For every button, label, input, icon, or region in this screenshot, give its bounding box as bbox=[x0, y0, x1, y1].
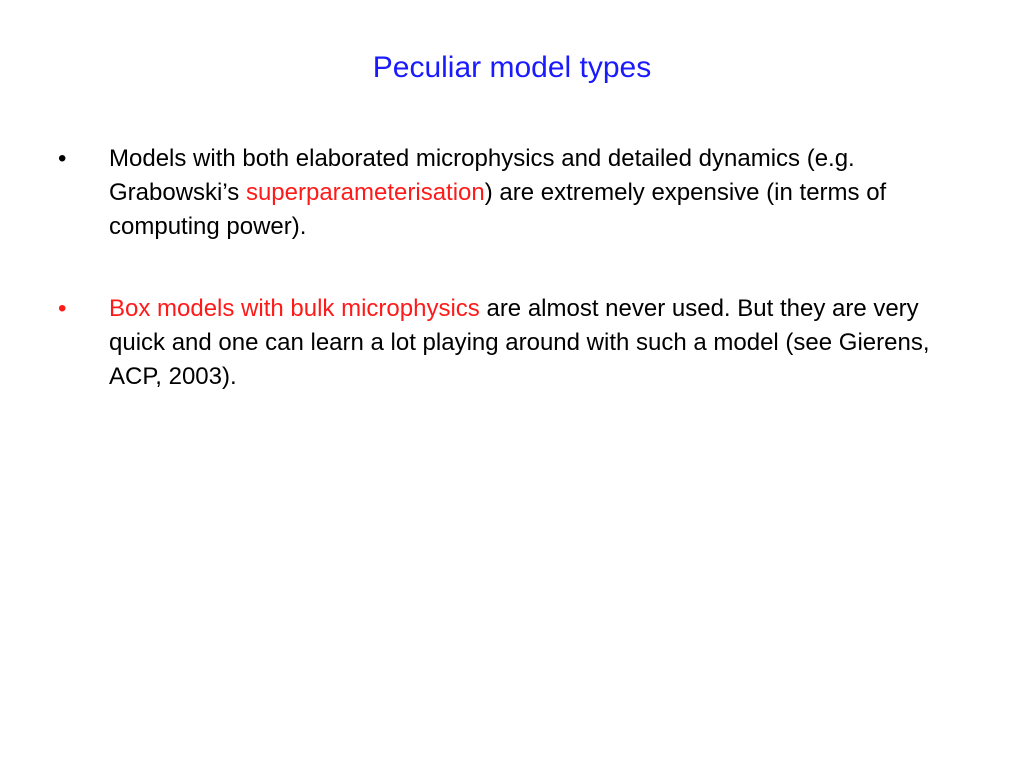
bullet-list bbox=[58, 142, 978, 394]
bullet-marker: • bbox=[58, 295, 67, 322]
bullet-item-box-models bbox=[58, 292, 978, 394]
bullet-text-part: ) are extremely expensive (in terms of computing power). bbox=[109, 179, 887, 240]
bullet-text-part: are almost never used. But they are very quick and one can learn a lot playing around with such a model (see Gierens, ACP, 2003). bbox=[109, 295, 930, 390]
bullet-item-expensive-models bbox=[58, 142, 978, 244]
slide-title: Peculiar model types bbox=[372, 51, 652, 84]
highlighted-term: Box models with bulk microphysics bbox=[109, 295, 480, 322]
bullet-marker: • bbox=[58, 145, 67, 172]
bullet-text-part: Models with both elaborated microphysics and detailed dynamics (e.g. Grabowski’s bbox=[109, 145, 855, 206]
highlighted-term: superparameterisation bbox=[245, 179, 485, 206]
